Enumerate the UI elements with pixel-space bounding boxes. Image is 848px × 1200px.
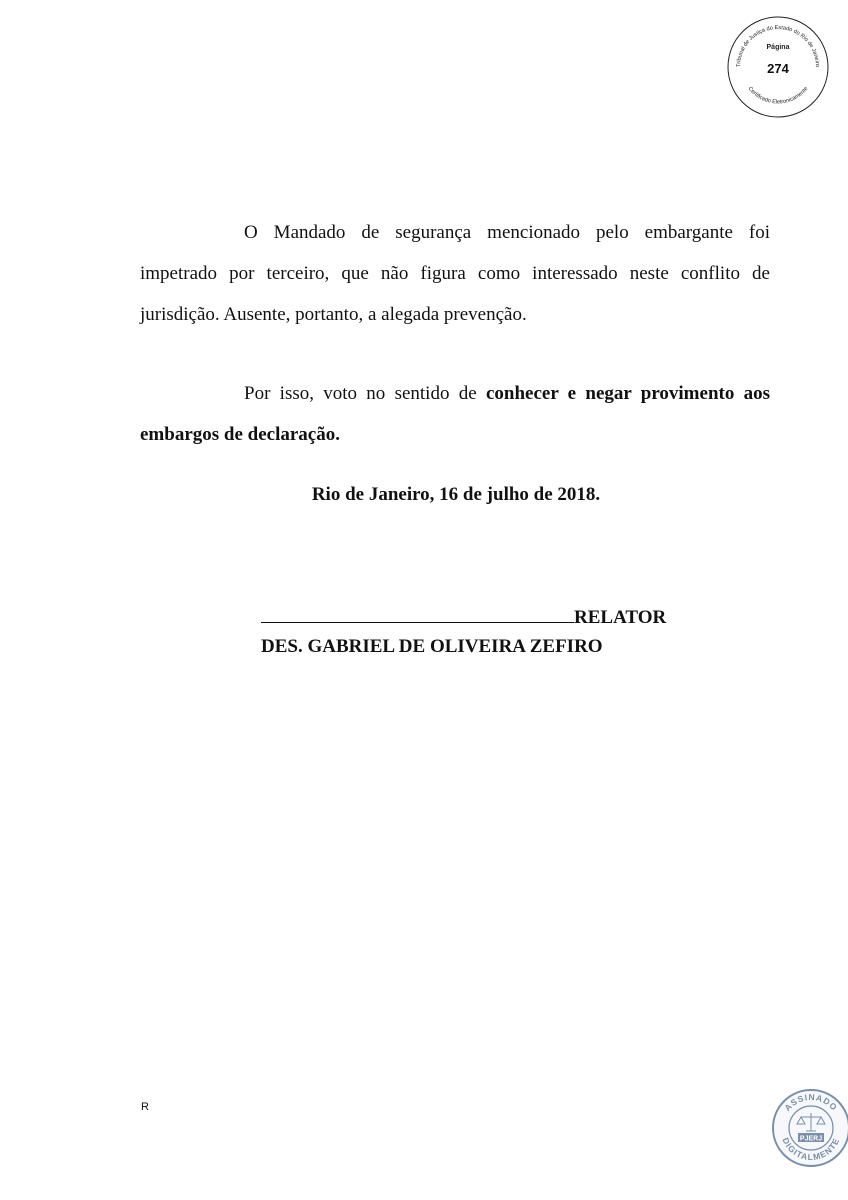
stamp-emblem-text: PJERJ — [799, 1135, 823, 1143]
digital-stamp-seal — [771, 1088, 848, 1168]
signature-line — [261, 604, 666, 632]
paragraph-2-decision: conhecer e negar provimento aos embargos de declaração. — [140, 383, 771, 445]
seal-ring-text-bottom: Certificado Eletronicamente — [746, 85, 810, 106]
seal-ring-text-top: Tribunal de Justiça do Estado do Rio de Janeiro — [735, 24, 821, 68]
stamp-ring-text-top: ASSINADO — [782, 1091, 840, 1113]
footer-initial: R — [141, 1101, 149, 1113]
svg-text:Certificado Eletronicamente — [747, 86, 810, 106]
signature-role: RELATOR — [574, 607, 667, 628]
seal-page-number: 274 — [767, 61, 789, 76]
seal-page-label: Página — [766, 44, 790, 51]
signature-rule — [261, 606, 574, 623]
paragraph-prevention — [140, 212, 770, 335]
paragraph-vote — [140, 373, 770, 455]
court-page-seal — [726, 15, 830, 119]
paragraph-2-text: Por isso, voto no sentido de — [244, 383, 486, 404]
paragraph-1-text: O Mandado de segurança mencionado pelo embargante foi impetrado por terceiro, que não figura como interessado neste conflito de jurisdição. Ausente, portanto, a alegada prevenção. — [140, 222, 770, 325]
stamp-ring-text-bottom: DIGITALMENTE — [780, 1136, 842, 1163]
date-line: Rio de Janeiro, 16 de julho de 2018. — [311, 484, 601, 505]
relator-name: DES. GABRIEL DE OLIVEIRA ZEFIRO — [261, 636, 603, 657]
digital-signature-stamp — [771, 1088, 848, 1168]
